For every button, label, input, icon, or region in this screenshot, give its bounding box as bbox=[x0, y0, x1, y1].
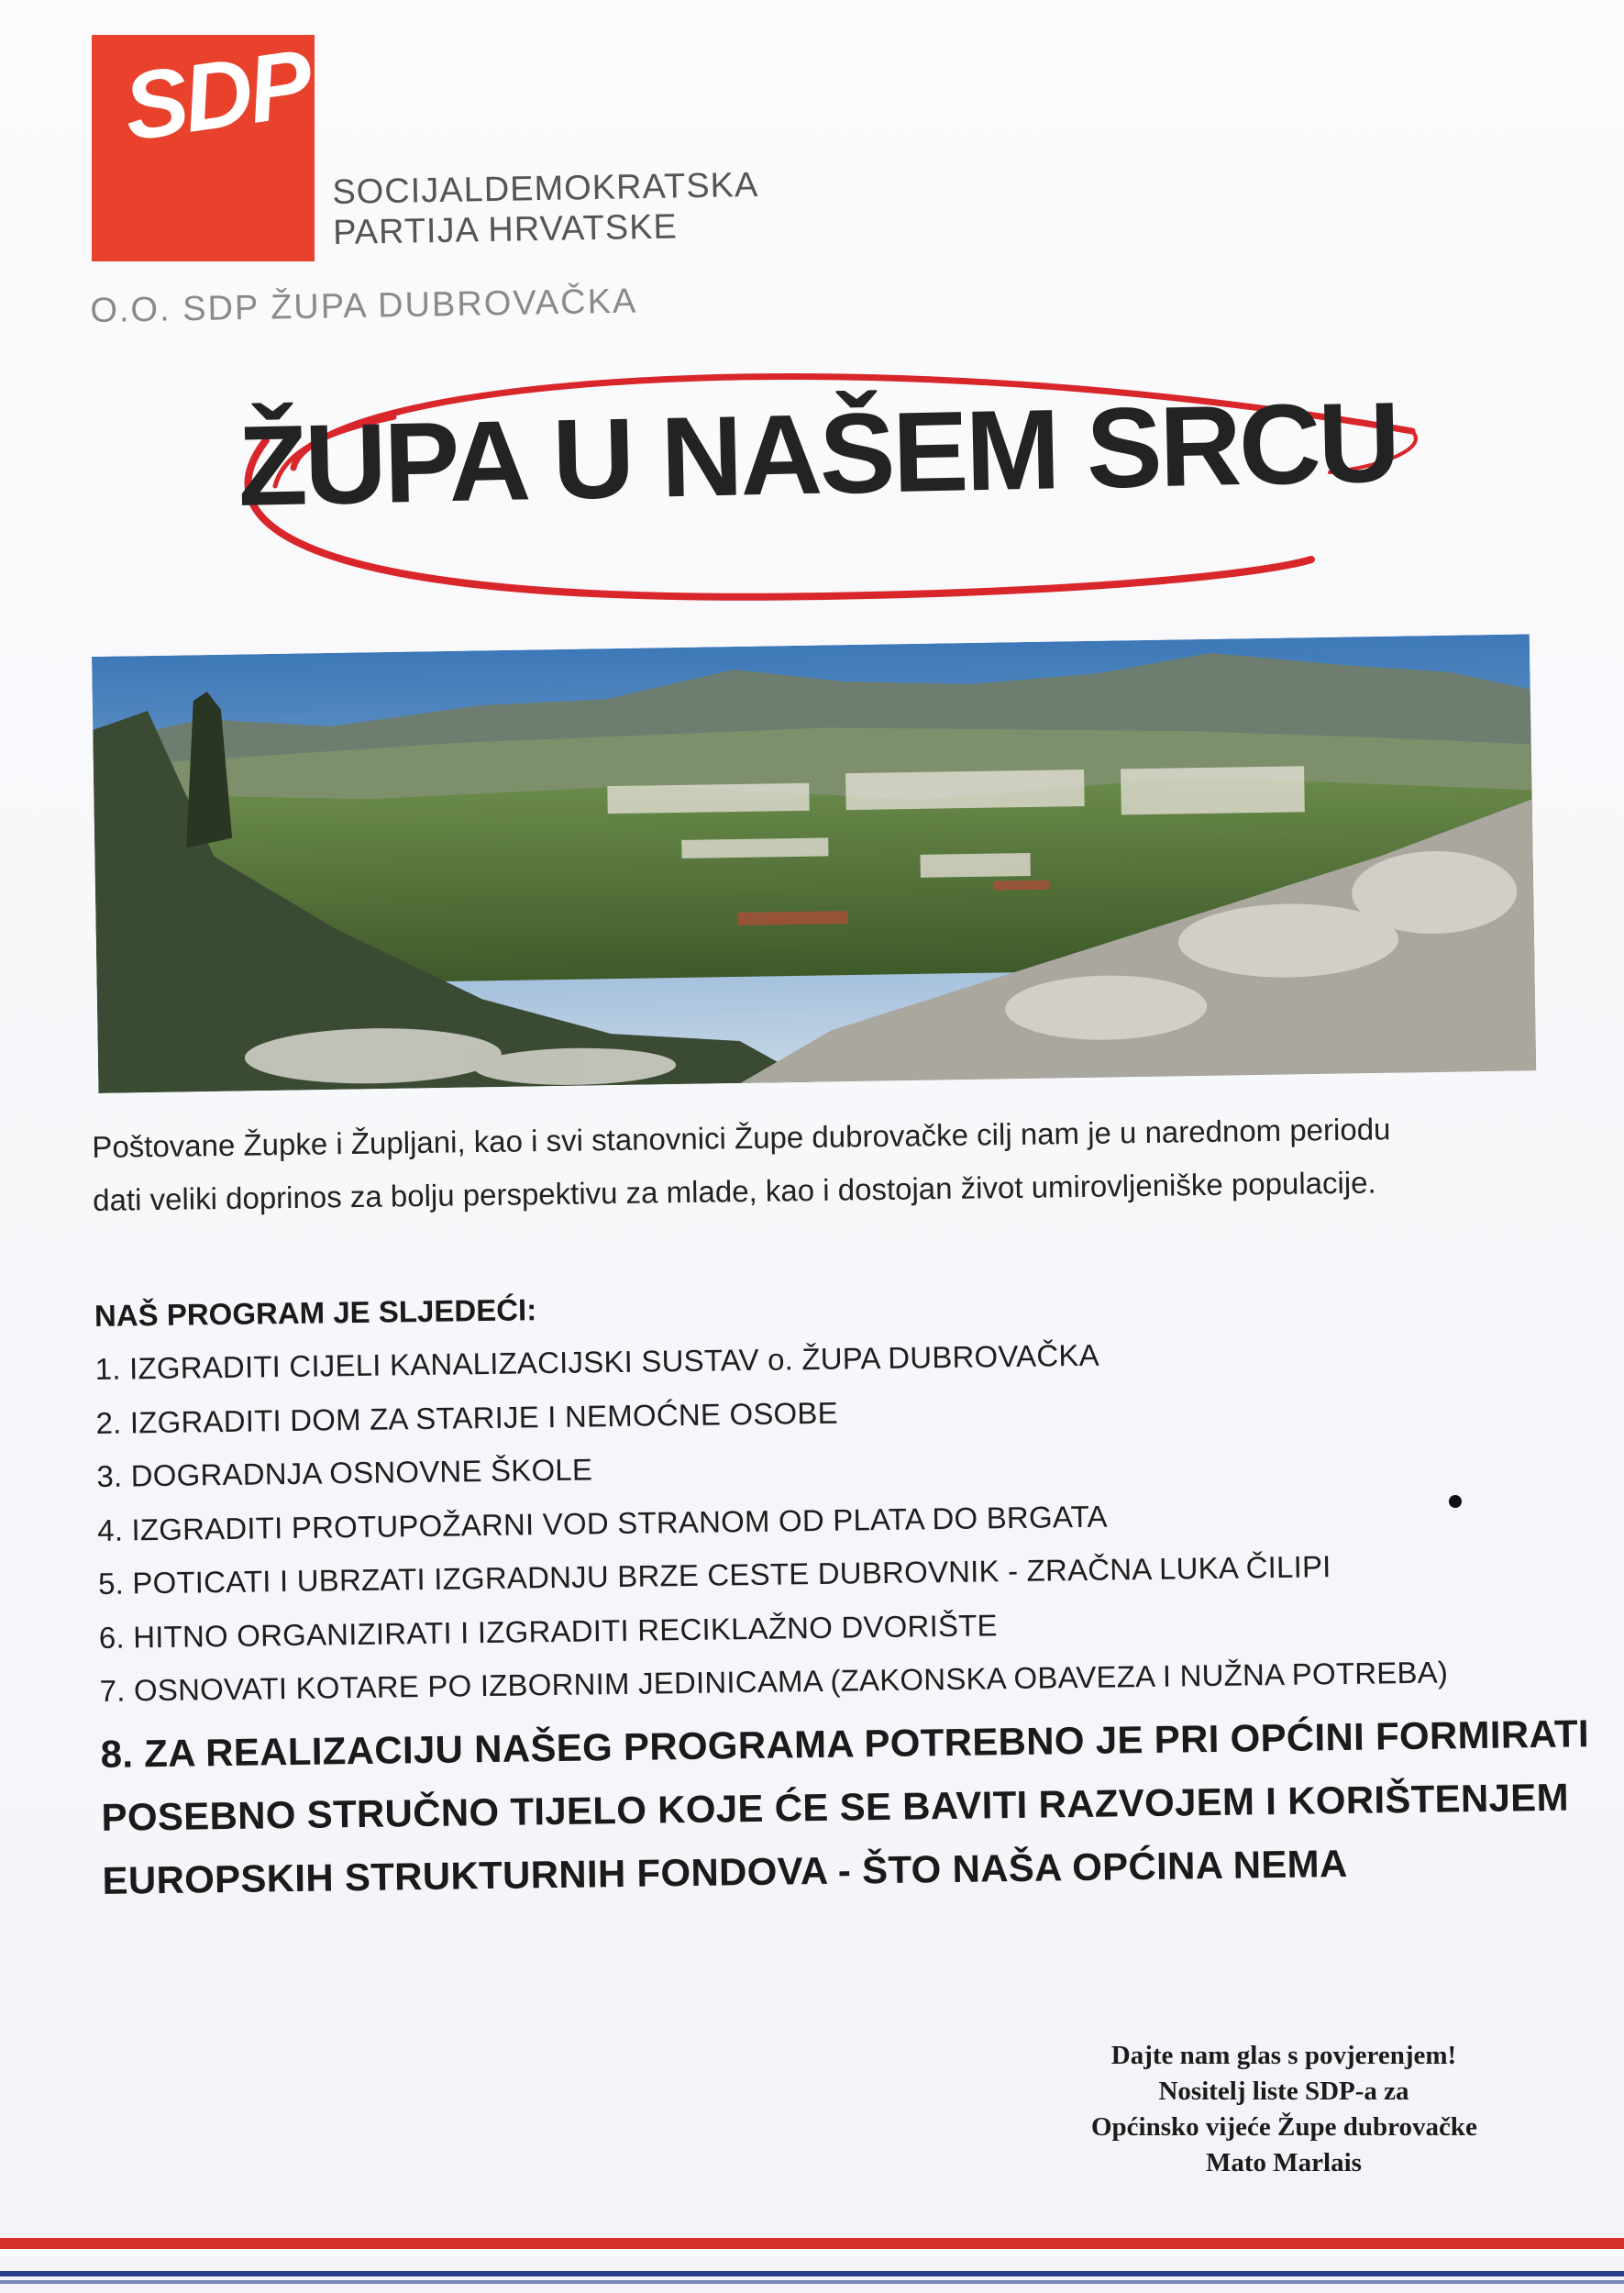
footer-stripe-blue-thin bbox=[0, 2280, 1624, 2284]
party-name-line1: SOCIJALDEMOKRATSKA bbox=[332, 165, 759, 212]
final-line-1: 8. ZA REALIZACIJU NAŠEG PROGRAMA POTREBNO JE PRI OPĆINI FORMIRATI bbox=[100, 1711, 1590, 1776]
program-item: 3. DOGRADNJA OSNOVNE ŠKOLE bbox=[96, 1452, 593, 1493]
program-item: 5. POTICATI I UBRZATI IZGRADNJU BRZE CESTE DUBROVNIK - ZRAČNA LUKA ČILIPI bbox=[97, 1549, 1331, 1601]
panorama-illustration bbox=[92, 634, 1536, 1093]
final-line-2: POSEBNO STRUČNO TIJELO KOJE ĆE SE BAVITI RAZVOJEM I KORIŠTENJEM bbox=[101, 1775, 1570, 1839]
closing-line-2: Nositelj liste SDP-a za bbox=[1158, 2077, 1409, 2106]
party-name bbox=[332, 165, 759, 253]
sdp-logo-text: SDP bbox=[117, 29, 316, 161]
program-final-point bbox=[100, 1701, 1590, 1911]
program-item: 7. OSNOVATI KOTARE PO IZBORNIM JEDINICAMA (ZAKONSKA OBAVEZA I NUŽNA POTREBA) bbox=[99, 1655, 1449, 1708]
final-line-3: EUROPSKIH STRUKTURNIH FONDOVA - ŠTO NAŠA OPĆINA NEMA bbox=[102, 1841, 1348, 1902]
intro-line-1: Poštovane Župke i Župljani, kao i svi stanovnici Župe dubrovačke cilj nam je u narednom periodu bbox=[92, 1112, 1391, 1164]
closing-line-3: Općinsko vijeće Župe dubrovačke bbox=[1091, 2112, 1477, 2142]
intro-paragraph bbox=[92, 1101, 1541, 1227]
closing-line-4: Mato Marlais bbox=[1206, 2148, 1362, 2177]
footer-stripe-white bbox=[0, 2249, 1624, 2256]
branch-name: O.O. SDP ŽUPA DUBROVAČKA bbox=[90, 282, 638, 330]
party-name-line2: PARTIJA HRVATSKE bbox=[332, 207, 679, 252]
program-item: 4. IZGRADITI PROTUPOŽARNI VOD STRANOM OD PLATA DO BRGATA bbox=[96, 1499, 1108, 1547]
program-item: 6. HITNO ORGANIZIRATI I IZGRADITI RECIKLAŽNO DVORIŠTE bbox=[98, 1607, 998, 1655]
closing-signature bbox=[1091, 2038, 1476, 2181]
footer-stripe-blue bbox=[0, 2271, 1624, 2276]
program-item: 2. IZGRADITI DOM ZA STARIJE I NEMOĆNE OSOBE bbox=[95, 1395, 839, 1440]
intro-line-2: dati veliki doprinos za bolju perspektivu za mlade, kao i dostojan život umirovljeniške populacije. bbox=[92, 1165, 1376, 1217]
main-content bbox=[92, 1101, 1590, 1911]
closing-line-1: Dajte nam glas s povjerenjem! bbox=[1110, 2041, 1457, 2070]
page-title: ŽUPA U NAŠEM SRCU bbox=[237, 379, 1399, 530]
program-item: 1. IZGRADITI CIJELI KANALIZACIJSKI SUSTAV o. ŽUPA DUBROVAČKA bbox=[94, 1337, 1100, 1386]
program-list bbox=[94, 1323, 1549, 1719]
footer-stripe-red bbox=[0, 2238, 1624, 2249]
panorama-photo bbox=[92, 634, 1536, 1093]
ink-dot bbox=[1449, 1495, 1462, 1508]
program-heading: NAŠ PROGRAM JE SLJEDEĆI: bbox=[94, 1292, 537, 1333]
